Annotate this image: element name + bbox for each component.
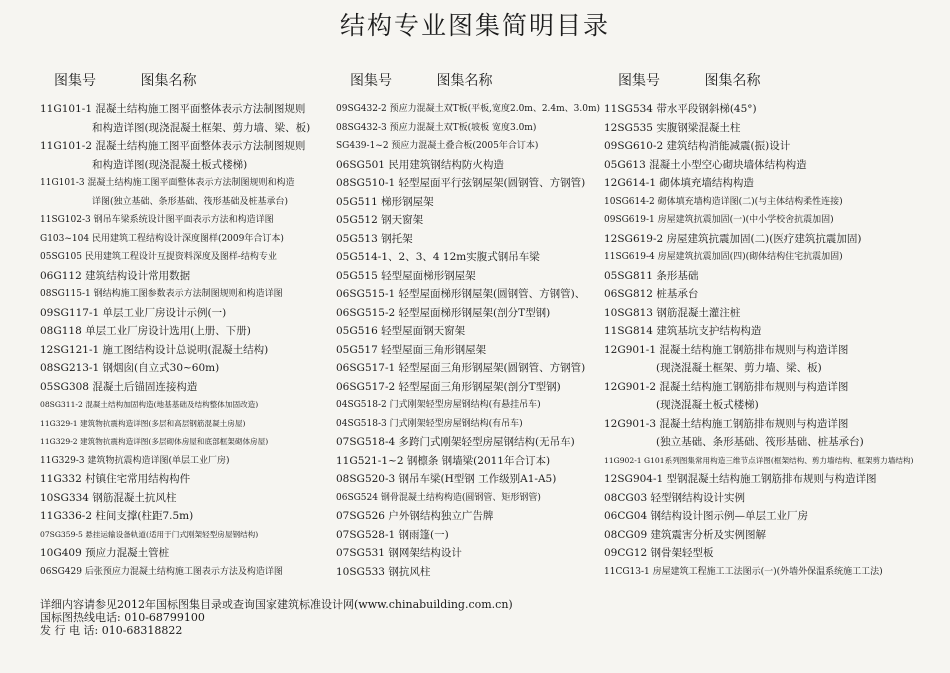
- catalog-entry: 08CG09 建筑震害分析及实例图解: [604, 528, 766, 541]
- catalog-entry: 11SG814 建筑基坑支护结构构造: [604, 325, 762, 337]
- catalog-entry: 11G329-2 建筑物抗震构造详图(多层砌体房屋和底部框架砌体房屋): [40, 437, 269, 446]
- catalog-entry: 11G101-3 混凝土结构施工图平面整体表示方法制图规则和构造: [40, 178, 295, 188]
- catalog-entry: 10SG813 钢筋混凝土灌注桩: [604, 306, 741, 319]
- catalog-entry: 11G336-2 柱间支撑(柱距7.5m): [40, 510, 194, 522]
- footer-note: 详细内容请参见2012年国标图集目录或查询国家建筑标准设计网(www.chinabuilding.com.cn): [40, 598, 513, 611]
- catalog-entry: 05SG308 混凝土后锚固连接构造: [40, 380, 198, 393]
- catalog-column-3: [604, 70, 944, 581]
- catalog-entry: 详图(独立基础、条形基础、筏形基础及桩基承台): [92, 196, 289, 207]
- catalog-entry: 12G901-3 混凝土结构施工钢筋排布规则与构造详图: [604, 417, 849, 430]
- catalog-entry: 06SG501 民用建筑钢结构防火构造: [336, 158, 504, 171]
- catalog-entry: 12SG904-1 型钢混凝土结构施工钢筋排布规则与构造详图: [604, 473, 877, 485]
- catalog-entry: 10G409 预应力混凝土管桩: [40, 547, 170, 559]
- catalog-entry: 11G521-1~2 钢檩条 钢墙梁(2011年合订本): [336, 454, 551, 467]
- header-atlas-number: 图集号: [54, 73, 96, 89]
- catalog-entry: 12G614-1 砌体填充墙结构构造: [604, 177, 754, 189]
- catalog-entry: 06SG524 钢骨混凝土结构构造(圆钢管、矩形钢管): [336, 492, 541, 503]
- catalog-entry: 06SG812 桩基承台: [604, 288, 699, 300]
- catalog-entry: 11G902-1 G101系列图集常用构造三维节点详图(框架结构、剪力墙结构、框架剪力墙结构): [604, 455, 914, 465]
- catalog-entry: 和构造详图(现浇混凝土框架、剪力墙、梁、板): [92, 121, 311, 134]
- catalog-entry: 11G329-1 建筑物抗震构造详图(多层和高层钢筋混凝土房屋): [40, 418, 246, 428]
- catalog-entry: 05G516 轻型屋面钢天窗架: [336, 325, 466, 337]
- catalog-entry: 08SG520-3 钢吊车梁(H型钢 工作级别A1-A5): [336, 473, 557, 485]
- catalog-entry: 12SG619-2 房屋建筑抗震加固(二)(医疗建筑抗震加固): [604, 232, 862, 245]
- catalog-entry: 11SG102-3 钢吊车梁系统设计图平面表示方法和构造详图: [40, 215, 274, 225]
- footer: [40, 598, 513, 637]
- catalog-entry: 05G517 轻型屋面三角形钢屋架: [336, 343, 487, 356]
- catalog-entry: 11G101-1 混凝土结构施工图平面整体表示方法制图规则: [40, 103, 306, 115]
- catalog-entry: 12SG535 实腹钢梁混凝土柱: [604, 121, 741, 134]
- catalog-entry: 06SG517-1 轻型屋面三角形钢屋架(圆钢管、方钢管): [336, 362, 586, 374]
- footer-hotline: 国标图热线电话: 010-68799100: [40, 611, 205, 624]
- catalog-entry: 05G513 钢托架: [336, 232, 413, 245]
- catalog-entry: (现浇混凝土板式楼梯): [656, 399, 759, 411]
- catalog-entry: 12SG121-1 施工图结构设计总说明(混凝土结构): [40, 343, 269, 356]
- catalog-column-2: [336, 70, 646, 581]
- column-header: [604, 70, 944, 92]
- catalog-entry: 12G901-1 混凝土结构施工钢筋排布规则与构造详图: [604, 343, 849, 356]
- catalog-entry: 06CG04 钢结构设计图示例—单层工业厂房: [604, 510, 808, 522]
- catalog-entry: 08SG510-1 轻型屋面平行弦钢屋架(圆钢管、方钢管): [336, 177, 586, 189]
- header-atlas-name: 图集名称: [436, 73, 493, 89]
- catalog-entry: 05G515 轻型屋面梯形钢屋架: [336, 269, 476, 282]
- catalog-entry: 11SG534 带水平段钢斜梯(45°): [604, 103, 757, 115]
- catalog-entry: 05G512 钢天窗架: [336, 214, 424, 226]
- catalog-entry: 06SG515-1 轻型屋面梯形钢屋架(圆钢管、方钢管)、: [336, 288, 586, 300]
- catalog-column-1: [40, 70, 350, 581]
- catalog-entry: 11G329-3 建筑物抗震构造详图(单层工业厂房): [40, 455, 230, 466]
- catalog-entry: 10SG614-2 砌体填充墙构造详图(二)(与主体结构柔性连接): [604, 196, 843, 207]
- catalog-entry: 06SG515-2 轻型屋面梯形钢屋架(剖分T型钢): [336, 306, 551, 319]
- catalog-entry: 11SG619-4 房屋建筑抗震加固(四)(砌体结构住宅抗震加固): [604, 252, 843, 262]
- catalog-entry: 08G118 单层工业厂房设计选用(上册、下册): [40, 325, 251, 337]
- catalog-entry: 07SG531 钢网架结构设计: [336, 547, 462, 559]
- catalog-entry: (现浇混凝土框架、剪力墙、梁、板): [656, 362, 822, 374]
- catalog-entry: 06SG517-2 轻型屋面三角形钢屋架(剖分T型钢): [336, 380, 561, 393]
- catalog-entry: 07SG518-4 多跨门式刚架轻型房屋钢结构(无吊车): [336, 436, 575, 448]
- header-atlas-name: 图集名称: [140, 73, 197, 89]
- catalog-entry: 08SG432-3 预应力混凝土双T板(坡板 宽度3.0m): [336, 122, 537, 133]
- catalog-entry: 09SG619-1 房屋建筑抗震加固(一)(中小学校舍抗震加固): [604, 215, 834, 225]
- catalog-entry: 11G101-2 混凝土结构施工图平面整体表示方法制图规则: [40, 140, 306, 152]
- catalog-entry: 06G112 建筑结构设计常用数据: [40, 269, 191, 282]
- catalog-entry: 和构造详图(现浇混凝土板式楼梯): [92, 158, 248, 171]
- catalog-entry: 06SG429 后张预应力混凝土结构施工图表示方法及构造详图: [40, 566, 283, 577]
- catalog-entry: 05G613 混凝土小型空心砌块墙体结构构造: [604, 158, 807, 171]
- catalog-entry: 12G901-2 混凝土结构施工钢筋排布规则与构造详图: [604, 380, 849, 393]
- catalog-entry: 04SG518-3 门式刚架轻型房屋钢结构(有吊车): [336, 418, 523, 429]
- catalog-entry: 11CG13-1 房屋建筑工程施工工法图示(一)(外墙外保温系统施工工法): [604, 566, 883, 577]
- catalog-entry: 09SG610-2 建筑结构消能减震(振)设计: [604, 140, 791, 152]
- page-title: 结构专业图集简明目录: [339, 11, 610, 40]
- catalog-entry: 08SG311-2 混凝土结构加固构造(地基基础及结构整体加固改造): [40, 400, 259, 409]
- catalog-entry: 05G511 梯形钢屋架: [336, 195, 434, 208]
- catalog-entry: 05SG105 民用建筑工程设计互提资料深度及图样-结构专业: [40, 252, 277, 262]
- catalog-entry: 11G332 村镇住宅常用结构构件: [40, 473, 191, 485]
- header-atlas-number: 图集号: [350, 73, 392, 89]
- column-header: [40, 70, 350, 92]
- catalog-entry: 09SG117-1 单层工业厂房设计示例(一): [40, 306, 227, 319]
- catalog-entry: G103~104 民用建筑工程结构设计深度图样(2009年合订本): [40, 233, 284, 244]
- catalog-entry: 05G514-1、2、3、4 12m实腹式钢吊车梁: [336, 251, 540, 263]
- catalog-entry: 09CG12 钢骨架轻型板: [604, 547, 714, 559]
- catalog-entry: (独立基础、条形基础、筏形基础、桩基承台): [656, 436, 864, 448]
- column-header: [336, 70, 646, 92]
- catalog-entry: 08SG213-1 钢烟囱(自立式30~60m): [40, 362, 220, 374]
- catalog-entry: 07SG526 户外钢结构独立广告牌: [336, 510, 494, 522]
- catalog-entry: 05SG811 条形基础: [604, 269, 699, 282]
- catalog-entry: 08CG03 轻型钢结构设计实例: [604, 491, 745, 504]
- catalog-entry: 04SG518-2 门式刚架轻型房屋钢结构(有悬挂吊车): [336, 400, 541, 410]
- header-atlas-number: 图集号: [618, 73, 660, 89]
- catalog-entry: 07SG528-1 钢雨篷(一): [336, 528, 449, 541]
- catalog-entry: 10SG533 钢抗风柱: [336, 565, 431, 578]
- catalog-entry: 10SG334 钢筋混凝土抗风柱: [40, 491, 177, 504]
- catalog-entry: 09SG432-2 预应力混凝土双T板(平板,宽度2.0m、2.4m、3.0m): [336, 104, 601, 114]
- catalog-entry: 07SG359-5 悬挂运输设备轨道(适用于门式刚架轻型房屋钢结构): [40, 529, 259, 539]
- catalog-entry: SG439-1~2 预应力混凝土叠合板(2005年合订本): [336, 141, 539, 151]
- header-atlas-name: 图集名称: [704, 73, 761, 89]
- footer-issue-phone: 发 行 电 话: 010-68318822: [40, 624, 183, 637]
- catalog-entry: 08SG115-1 钢结构施工图参数表示方法制图规则和构造详图: [40, 289, 283, 299]
